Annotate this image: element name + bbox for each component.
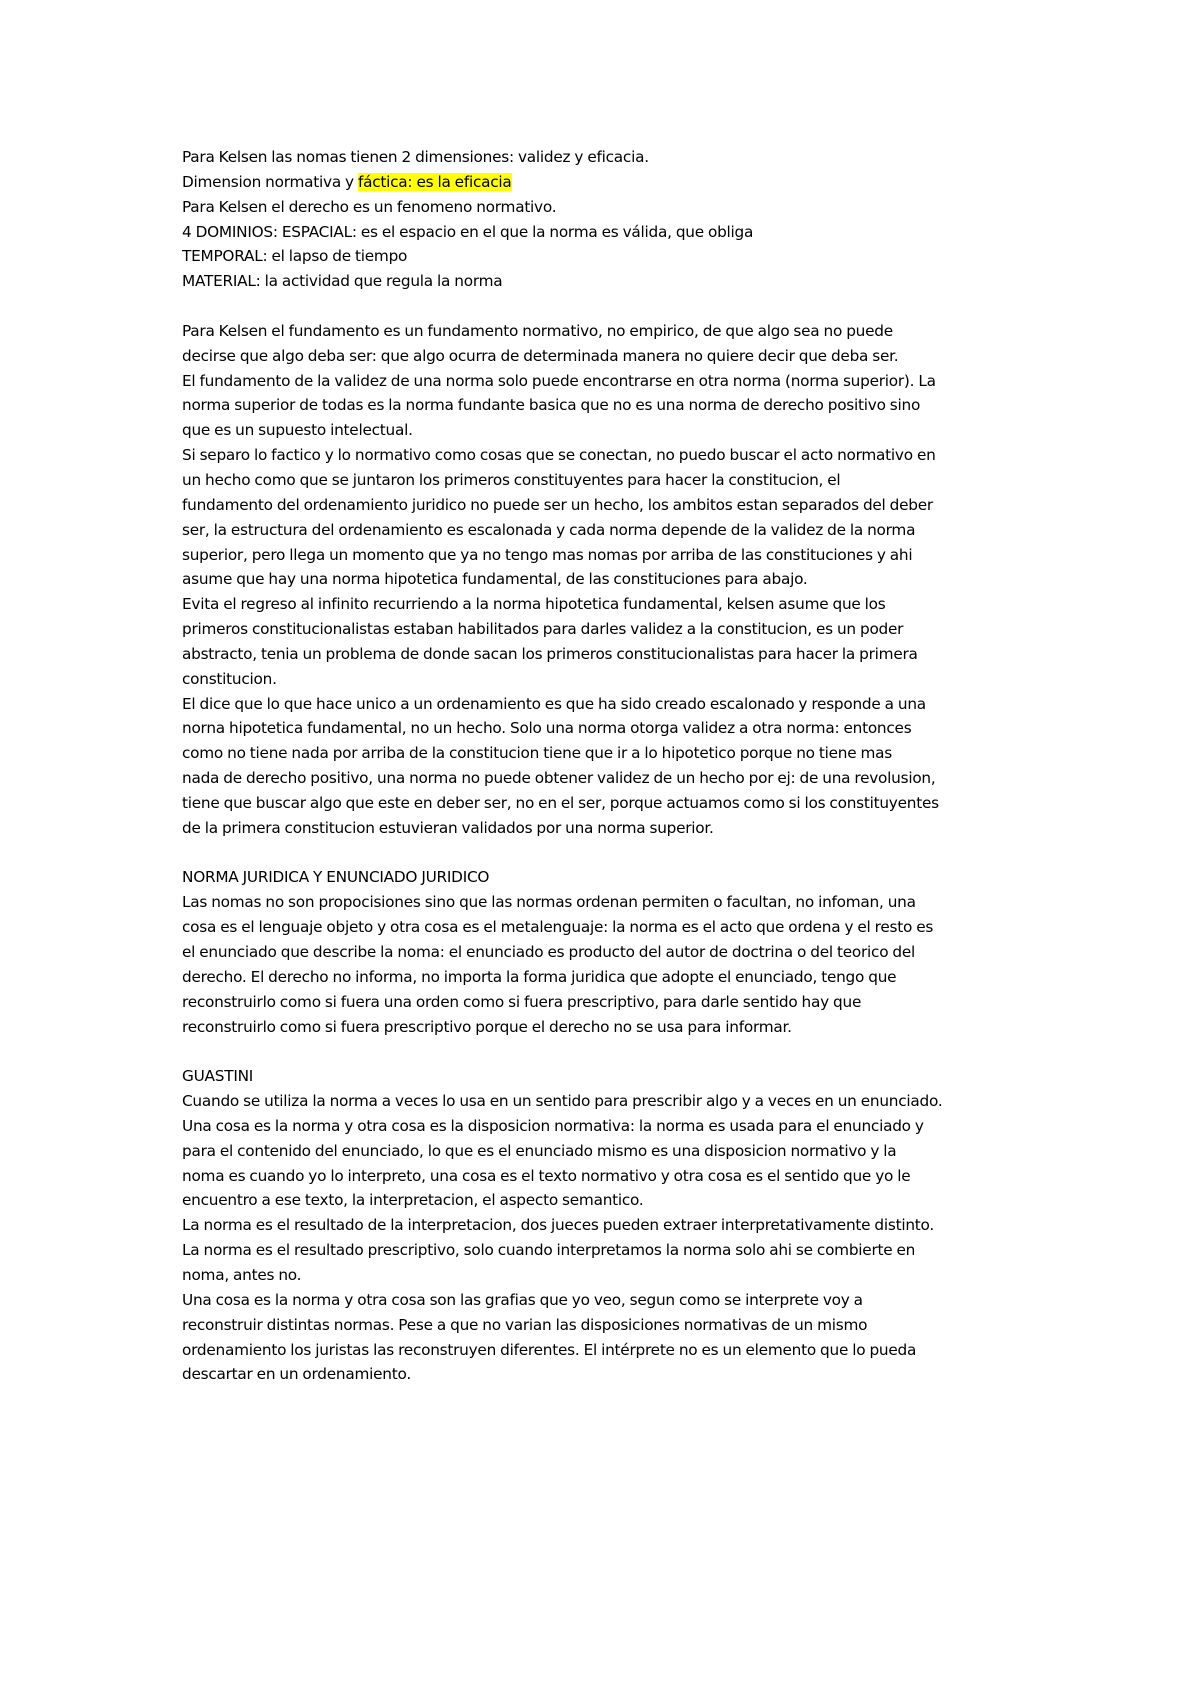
fundamento-paragraph bbox=[182, 319, 1032, 841]
norma-juridica-section bbox=[182, 865, 1032, 1039]
text-line: Para Kelsen el fundamento es un fundamento normativo, no empirico, de que algo sea no puede bbox=[182, 321, 893, 340]
text-line: ordenamiento los juristas las reconstruyen diferentes. El intérprete no es un elemento que lo pueda bbox=[182, 1340, 917, 1359]
text-line: como no tiene nada por arriba de la constitucion tiene que ir a lo hipotetico porque no tiene mas bbox=[182, 744, 892, 763]
text-line: reconstruir distintas normas. Pese a que no varian las disposiciones normativas de un mismo bbox=[182, 1315, 868, 1334]
text-line: noma, antes no. bbox=[182, 1265, 302, 1284]
highlighted-text: fáctica: es la eficacia bbox=[357, 172, 512, 191]
text-line: decirse que algo deba ser: que algo ocurra de determinada manera no quiere decir que deba ser. bbox=[182, 346, 899, 365]
text-line: reconstruirlo como si fuera prescriptivo porque el derecho no se usa para informar. bbox=[182, 1017, 792, 1036]
text-line: Evita el regreso al infinito recurriendo a la norma hipotetica fundamental, kelsen asume que los bbox=[182, 595, 886, 614]
text-line: nada de derecho positivo, una norma no puede obtener validez de un hecho por ej: de una revolusion, bbox=[182, 769, 936, 788]
text-line bbox=[182, 170, 1032, 195]
text-line: cosa es el lenguaje objeto y otra cosa es el metalenguaje: la norma es el acto que ordena y el resto es bbox=[182, 918, 934, 937]
text-line: ser, la estructura del ordenamiento es escalonada y cada norma depende de la validez de la norma bbox=[182, 520, 916, 539]
text-line: Una cosa es la norma y otra cosa son las grafias que yo veo, segun como se interprete voy a bbox=[182, 1290, 863, 1309]
intro-paragraph bbox=[182, 145, 1032, 294]
text-line: asume que hay una norma hipotetica fundamental, de las constituciones para abajo. bbox=[182, 570, 808, 589]
text-line: el enunciado que describe la noma: el enunciado es producto del autor de doctrina o del teorico del bbox=[182, 943, 916, 961]
text-line: primeros constitucionalistas estaban habilitados para darles validez a la constitucion, es un poder bbox=[182, 620, 904, 639]
text-line: norna hipotetica fundamental, no un hecho. Solo una norma otorga validez a otra norma: entonces bbox=[182, 719, 912, 738]
paragraph-spacer bbox=[182, 1039, 1032, 1064]
text-line: derecho. El derecho no informa, no importa la forma juridica que adopte el enunciado, tengo que bbox=[182, 967, 897, 986]
text-line: La norma es el resultado de la interpretacion, dos jueces pueden extraer interpretativamente distinto. bbox=[182, 1216, 935, 1235]
text-line: fundamento del ordenamiento juridico no puede ser un hecho, los ambitos estan separados del deber bbox=[182, 495, 933, 514]
text-line: superior, pero llega un momento que ya no tengo mas nomas por arriba de las constituciones y ahi bbox=[182, 545, 913, 564]
text-line: norma superior de todas es la norma fundante basica que no es una norma de derecho positivo sino bbox=[182, 396, 921, 415]
guastini-section bbox=[182, 1064, 1032, 1387]
paragraph-spacer bbox=[182, 841, 1032, 866]
text-segment: Dimension normativa y bbox=[182, 172, 358, 191]
text-line: constitucion. bbox=[182, 669, 277, 688]
text-line: para el contenido del enunciado, lo que es el enunciado mismo es una disposicion normativo y la bbox=[182, 1141, 897, 1160]
text-line: La norma es el resultado prescriptivo, solo cuando interpretamos la norma solo ahi se combierte en bbox=[182, 1241, 916, 1260]
text-line: noma es cuando yo lo interpreto, una cosa es el texto normativo y otra cosa es el sentido que yo le bbox=[182, 1166, 911, 1185]
text-line: tiene que buscar algo que este en deber ser, no en el ser, porque actuamos como si los constituyentes bbox=[182, 793, 939, 812]
text-line: TEMPORAL: el lapso de tiempo bbox=[182, 247, 408, 266]
text-line: El fundamento de la validez de una norma solo puede encontrarse en otra norma (norma superior). La bbox=[182, 371, 936, 390]
text-line: un hecho como que se juntaron los primeros constituyentes para hacer la constitucion, el bbox=[182, 470, 841, 489]
document-page bbox=[182, 145, 1032, 1387]
text-line: encuentro a ese texto, la interpretacion, el aspecto semantico. bbox=[182, 1191, 644, 1210]
text-line: de la primera constitucion estuvieran validados por una norma superior. bbox=[182, 818, 714, 837]
text-line: reconstruirlo como si fuera una orden como si fuera prescriptivo, para darle sentido hay que bbox=[182, 992, 862, 1011]
text-line: descartar en un ordenamiento. bbox=[182, 1365, 411, 1384]
text-line: Si separo lo factico y lo normativo como cosas que se conectan, no puedo buscar el acto normativo en bbox=[182, 446, 936, 465]
section-heading: NORMA JURIDICA Y ENUNCIADO JURIDICO bbox=[182, 868, 490, 887]
text-line: El dice que lo que hace unico a un ordenamiento es que ha sido creado escalonado y responde a una bbox=[182, 694, 926, 713]
text-line: Para Kelsen el derecho es un fenomeno normativo. bbox=[182, 197, 557, 216]
paragraph-spacer bbox=[182, 294, 1032, 319]
text-line: 4 DOMINIOS: ESPACIAL: es el espacio en el que la norma es válida, que obliga bbox=[182, 222, 754, 241]
text-line: MATERIAL: la actividad que regula la norma bbox=[182, 272, 503, 291]
text-line: abstracto, tenia un problema de donde sacan los primeros constitucionalistas para hacer la primera bbox=[182, 644, 918, 663]
text-line: Las nomas no son propocisiones sino que las normas ordenan permiten o facultan, no infoman, una bbox=[182, 893, 916, 912]
text-line: que es un supuesto intelectual. bbox=[182, 421, 413, 440]
text-line: Una cosa es la norma y otra cosa es la disposicion normativa: la norma es usada para el enunciado y bbox=[182, 1116, 924, 1135]
section-heading: GUASTINI bbox=[182, 1067, 254, 1086]
text-line: Cuando se utiliza la norma a veces lo usa en un sentido para prescribir algo y a veces en un enunciado. bbox=[182, 1092, 943, 1111]
text-line: Para Kelsen las nomas tienen 2 dimensiones: validez y eficacia. bbox=[182, 148, 649, 166]
